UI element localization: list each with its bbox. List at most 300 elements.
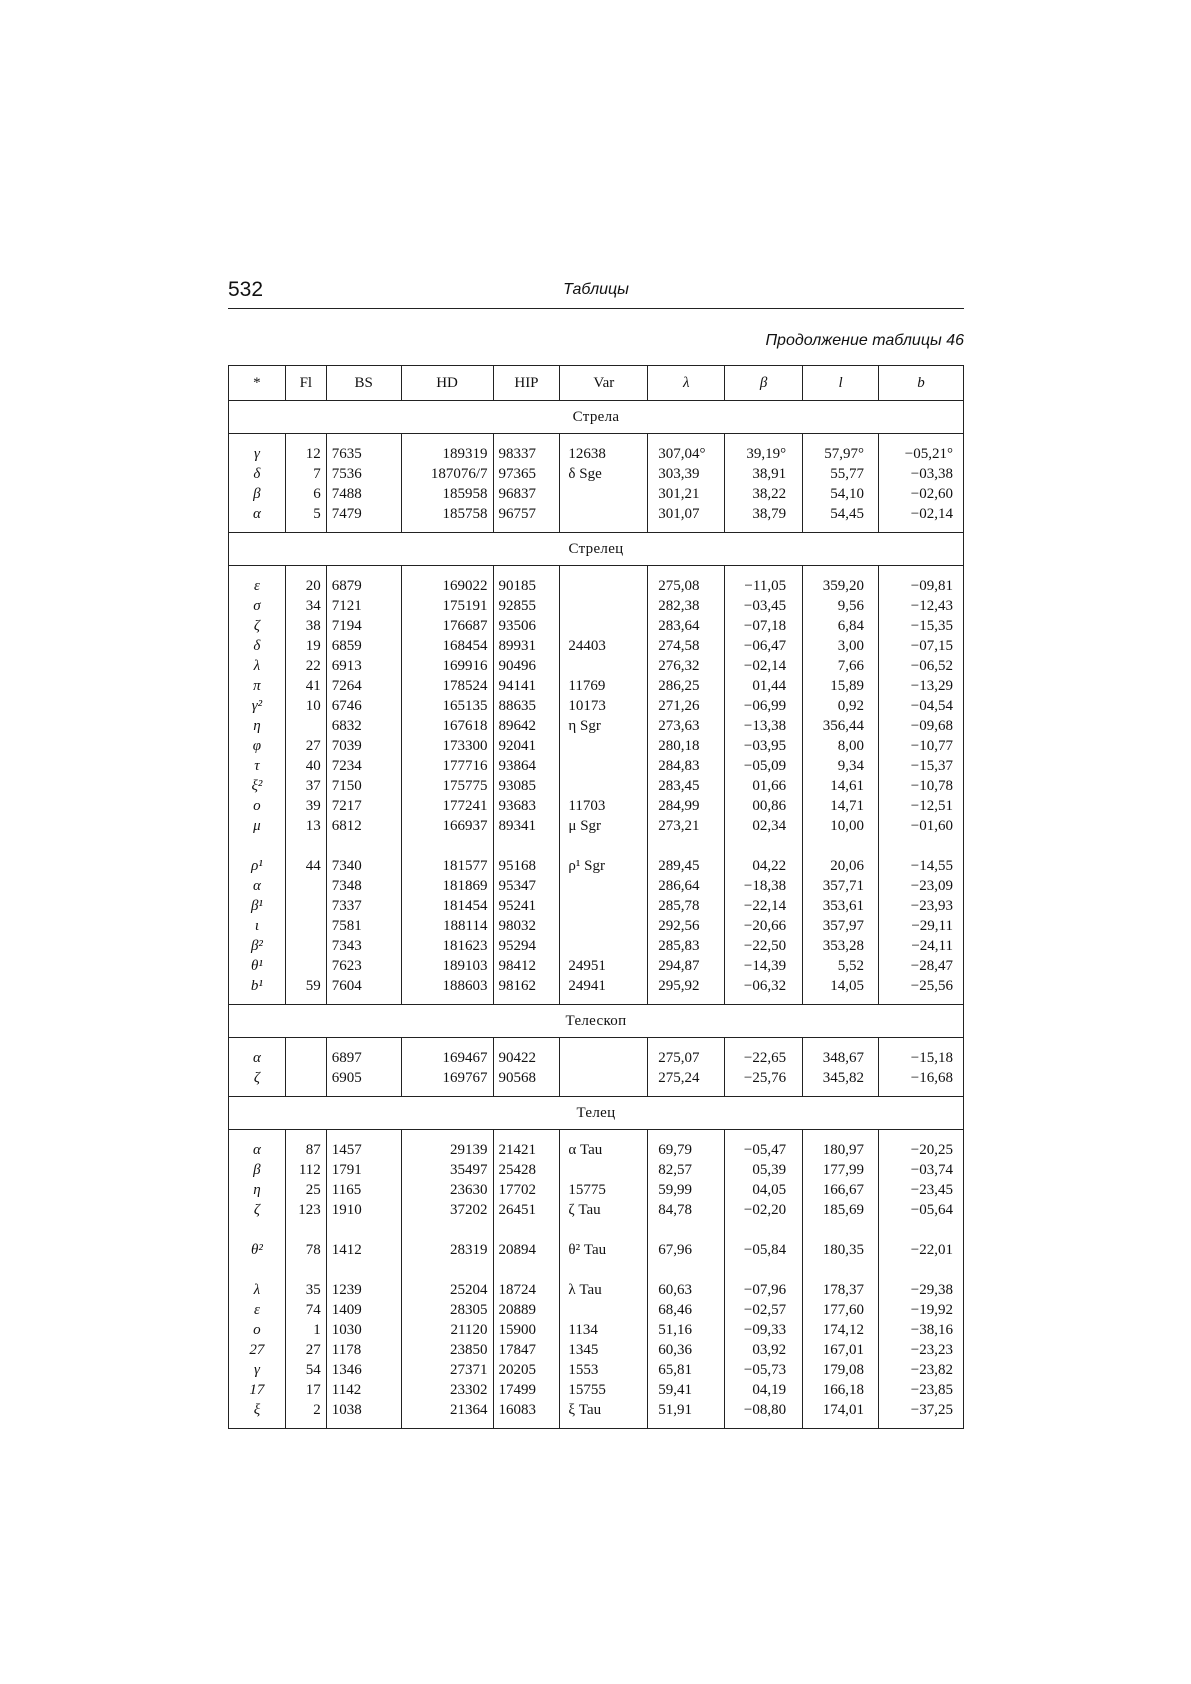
cell-star: β	[229, 484, 286, 504]
cell-l: 357,71	[803, 876, 879, 896]
table-row	[229, 916, 964, 936]
cell-l: 178,37	[803, 1260, 879, 1300]
table-row	[229, 1160, 964, 1180]
cell-star: λ	[229, 1260, 286, 1300]
cell-hd: 178524	[401, 676, 493, 696]
cell-fl: 1	[285, 1320, 326, 1340]
constellation-name: Стрелец	[229, 533, 964, 566]
constellation-row	[229, 1097, 964, 1130]
page-number: 532	[228, 278, 264, 301]
cell-b: −24,11	[879, 936, 964, 956]
cell-bs: 7264	[326, 676, 401, 696]
cell-bs: 7635	[326, 434, 401, 465]
cell-b: −07,15	[879, 636, 964, 656]
table-row	[229, 504, 964, 533]
cell-lam: 294,87	[648, 956, 725, 976]
col-header-bs: BS	[326, 366, 401, 401]
cell-star: γ	[229, 1360, 286, 1380]
table-header-row	[229, 366, 964, 401]
table-row	[229, 936, 964, 956]
cell-l: 359,20	[803, 566, 879, 597]
cell-hd: 168454	[401, 636, 493, 656]
cell-var: 15775	[560, 1180, 648, 1200]
cell-var: μ Sgr	[560, 816, 648, 836]
cell-fl: 40	[285, 756, 326, 776]
cell-bs: 1457	[326, 1130, 401, 1161]
cell-star: τ	[229, 756, 286, 776]
cell-bs: 7604	[326, 976, 401, 1005]
cell-l: 166,67	[803, 1180, 879, 1200]
cell-var: 1345	[560, 1340, 648, 1360]
cell-lam: 67,96	[648, 1220, 725, 1260]
col-header-fl: Fl	[285, 366, 326, 401]
cell-var	[560, 484, 648, 504]
cell-beta: −02,14	[725, 656, 803, 676]
table-row	[229, 716, 964, 736]
table-row	[229, 1320, 964, 1340]
cell-b: −25,56	[879, 976, 964, 1005]
cell-l: 179,08	[803, 1360, 879, 1380]
cell-star: μ	[229, 816, 286, 836]
cell-hd: 165135	[401, 696, 493, 716]
cell-beta: 01,44	[725, 676, 803, 696]
cell-hip: 21421	[493, 1130, 560, 1161]
cell-hip: 92855	[493, 596, 560, 616]
cell-bs: 1030	[326, 1320, 401, 1340]
table-body	[229, 401, 964, 1429]
table-row	[229, 1380, 964, 1400]
cell-hd: 185958	[401, 484, 493, 504]
cell-l: 166,18	[803, 1380, 879, 1400]
cell-fl: 87	[285, 1130, 326, 1161]
cell-b: −05,64	[879, 1200, 964, 1220]
cell-var	[560, 656, 648, 676]
cell-l: 15,89	[803, 676, 879, 696]
cell-var: 24951	[560, 956, 648, 976]
cell-hip: 93864	[493, 756, 560, 776]
cell-b: −38,16	[879, 1320, 964, 1340]
table-row	[229, 676, 964, 696]
cell-hd: 175775	[401, 776, 493, 796]
cell-hd: 181577	[401, 836, 493, 876]
cell-hip: 98337	[493, 434, 560, 465]
cell-star: ε	[229, 1300, 286, 1320]
cell-hd: 25204	[401, 1260, 493, 1300]
cell-beta: −13,38	[725, 716, 803, 736]
cell-b: −23,23	[879, 1340, 964, 1360]
cell-beta: 04,19	[725, 1380, 803, 1400]
cell-fl: 44	[285, 836, 326, 876]
cell-b: −37,25	[879, 1400, 964, 1429]
cell-b: −09,81	[879, 566, 964, 597]
cell-fl: 38	[285, 616, 326, 636]
table-row	[229, 1130, 964, 1161]
cell-b: −23,82	[879, 1360, 964, 1380]
table-row	[229, 696, 964, 716]
cell-hip: 89341	[493, 816, 560, 836]
cell-l: 177,99	[803, 1160, 879, 1180]
cell-lam: 275,24	[648, 1068, 725, 1097]
cell-hd: 169767	[401, 1068, 493, 1097]
cell-lam: 284,83	[648, 756, 725, 776]
cell-hip: 90568	[493, 1068, 560, 1097]
cell-b: −15,18	[879, 1038, 964, 1069]
cell-bs: 7121	[326, 596, 401, 616]
cell-var	[560, 876, 648, 896]
cell-var: 11703	[560, 796, 648, 816]
cell-star: β	[229, 1160, 286, 1180]
cell-var: 24403	[560, 636, 648, 656]
cell-var: θ² Tau	[560, 1220, 648, 1260]
cell-fl	[285, 876, 326, 896]
cell-beta: 38,22	[725, 484, 803, 504]
cell-lam: 284,99	[648, 796, 725, 816]
cell-star: σ	[229, 596, 286, 616]
cell-star: θ¹	[229, 956, 286, 976]
cell-star: λ	[229, 656, 286, 676]
table-row	[229, 836, 964, 876]
cell-b: −23,85	[879, 1380, 964, 1400]
cell-l: 353,61	[803, 896, 879, 916]
cell-fl: 54	[285, 1360, 326, 1380]
table-row	[229, 1200, 964, 1220]
cell-fl	[285, 956, 326, 976]
cell-star: δ	[229, 636, 286, 656]
cell-bs: 1178	[326, 1340, 401, 1360]
cell-lam: 271,26	[648, 696, 725, 716]
table-row	[229, 876, 964, 896]
table-row	[229, 1260, 964, 1300]
constellation-row	[229, 1005, 964, 1038]
cell-hd: 175191	[401, 596, 493, 616]
cell-fl: 37	[285, 776, 326, 796]
cell-l: 5,52	[803, 956, 879, 976]
cell-var: ζ Tau	[560, 1200, 648, 1220]
cell-lam: 301,07	[648, 504, 725, 533]
cell-lam: 285,83	[648, 936, 725, 956]
table-row	[229, 566, 964, 597]
page-header	[228, 278, 964, 309]
cell-var: 11769	[560, 676, 648, 696]
cell-hip: 98032	[493, 916, 560, 936]
cell-star: α	[229, 1038, 286, 1069]
cell-fl: 12	[285, 434, 326, 465]
cell-b: −29,11	[879, 916, 964, 936]
table-row	[229, 1340, 964, 1360]
cell-star: η	[229, 716, 286, 736]
cell-star: ρ¹	[229, 836, 286, 876]
cell-l: 6,84	[803, 616, 879, 636]
cell-bs: 1791	[326, 1160, 401, 1180]
cell-b: −22,01	[879, 1220, 964, 1260]
cell-b: −15,37	[879, 756, 964, 776]
cell-bs: 1239	[326, 1260, 401, 1300]
cell-lam: 295,92	[648, 976, 725, 1005]
cell-beta: −02,57	[725, 1300, 803, 1320]
cell-lam: 60,36	[648, 1340, 725, 1360]
cell-star: ε	[229, 566, 286, 597]
cell-star: γ²	[229, 696, 286, 716]
cell-l: 55,77	[803, 464, 879, 484]
cell-l: 180,97	[803, 1130, 879, 1161]
cell-beta: −02,20	[725, 1200, 803, 1220]
table-row	[229, 796, 964, 816]
cell-hd: 176687	[401, 616, 493, 636]
cell-b: −12,43	[879, 596, 964, 616]
cell-lam: 283,64	[648, 616, 725, 636]
cell-fl: 20	[285, 566, 326, 597]
cell-lam: 286,25	[648, 676, 725, 696]
cell-hd: 188114	[401, 916, 493, 936]
table-row	[229, 1360, 964, 1380]
cell-l: 356,44	[803, 716, 879, 736]
cell-fl	[285, 1068, 326, 1097]
cell-l: 14,71	[803, 796, 879, 816]
cell-hd: 169022	[401, 566, 493, 597]
cell-beta: 01,66	[725, 776, 803, 796]
cell-var: 1553	[560, 1360, 648, 1380]
cell-b: −02,14	[879, 504, 964, 533]
cell-l: 3,00	[803, 636, 879, 656]
cell-star: β¹	[229, 896, 286, 916]
cell-b: −20,25	[879, 1130, 964, 1161]
cell-var: η Sgr	[560, 716, 648, 736]
cell-star: θ²	[229, 1220, 286, 1260]
cell-lam: 280,18	[648, 736, 725, 756]
cell-b: −29,38	[879, 1260, 964, 1300]
cell-beta: −05,09	[725, 756, 803, 776]
cell-beta: 38,91	[725, 464, 803, 484]
table-row	[229, 776, 964, 796]
cell-hd: 177241	[401, 796, 493, 816]
cell-var: α Tau	[560, 1130, 648, 1161]
cell-bs: 1910	[326, 1200, 401, 1220]
cell-beta: −06,47	[725, 636, 803, 656]
cell-lam: 286,64	[648, 876, 725, 896]
cell-hip: 20894	[493, 1220, 560, 1260]
cell-beta: 00,86	[725, 796, 803, 816]
cell-lam: 292,56	[648, 916, 725, 936]
cell-beta: 38,79	[725, 504, 803, 533]
cell-beta: −05,84	[725, 1220, 803, 1260]
cell-beta: −22,65	[725, 1038, 803, 1069]
cell-star: π	[229, 676, 286, 696]
cell-l: 174,01	[803, 1400, 879, 1429]
cell-fl: 17	[285, 1380, 326, 1400]
cell-bs: 7340	[326, 836, 401, 876]
cell-hip: 26451	[493, 1200, 560, 1220]
cell-lam: 282,38	[648, 596, 725, 616]
cell-var: λ Tau	[560, 1260, 648, 1300]
cell-hd: 169467	[401, 1038, 493, 1069]
cell-lam: 307,04°	[648, 434, 725, 465]
cell-star: γ	[229, 434, 286, 465]
cell-beta: −22,50	[725, 936, 803, 956]
cell-b: −19,92	[879, 1300, 964, 1320]
cell-star: φ	[229, 736, 286, 756]
cell-lam: 289,45	[648, 836, 725, 876]
cell-hip: 97365	[493, 464, 560, 484]
cell-hd: 187076/7	[401, 464, 493, 484]
cell-hip: 88635	[493, 696, 560, 716]
cell-star: ζ	[229, 1068, 286, 1097]
cell-hd: 35497	[401, 1160, 493, 1180]
cell-hip: 90185	[493, 566, 560, 597]
cell-bs: 1038	[326, 1400, 401, 1429]
cell-beta: 02,34	[725, 816, 803, 836]
cell-beta: −05,47	[725, 1130, 803, 1161]
cell-b: −23,93	[879, 896, 964, 916]
cell-fl	[285, 896, 326, 916]
cell-bs: 6812	[326, 816, 401, 836]
cell-beta: −06,99	[725, 696, 803, 716]
cell-l: 180,35	[803, 1220, 879, 1260]
cell-var	[560, 1038, 648, 1069]
table-row	[229, 1400, 964, 1429]
cell-hd: 181454	[401, 896, 493, 916]
cell-fl: 112	[285, 1160, 326, 1180]
cell-var: 10173	[560, 696, 648, 716]
cell-l: 9,56	[803, 596, 879, 616]
cell-var	[560, 504, 648, 533]
cell-beta: −20,66	[725, 916, 803, 936]
cell-l: 0,92	[803, 696, 879, 716]
cell-hip: 17847	[493, 1340, 560, 1360]
cell-bs: 7536	[326, 464, 401, 484]
cell-star: 17	[229, 1380, 286, 1400]
cell-var	[560, 1300, 648, 1320]
cell-fl: 19	[285, 636, 326, 656]
cell-hip: 90496	[493, 656, 560, 676]
table-row	[229, 1300, 964, 1320]
cell-var	[560, 566, 648, 597]
cell-b: −03,38	[879, 464, 964, 484]
cell-l: 174,12	[803, 1320, 879, 1340]
cell-hd: 23302	[401, 1380, 493, 1400]
cell-fl: 5	[285, 504, 326, 533]
cell-hip: 93683	[493, 796, 560, 816]
cell-lam: 82,57	[648, 1160, 725, 1180]
col-header-beta: β	[725, 366, 803, 401]
constellation-row	[229, 401, 964, 434]
cell-star: α	[229, 876, 286, 896]
cell-lam: 59,99	[648, 1180, 725, 1200]
cell-bs: 7039	[326, 736, 401, 756]
constellation-row	[229, 533, 964, 566]
cell-hd: 185758	[401, 504, 493, 533]
cell-beta: −25,76	[725, 1068, 803, 1097]
cell-star: ο	[229, 1320, 286, 1340]
cell-star: α	[229, 504, 286, 533]
cell-hip: 93506	[493, 616, 560, 636]
cell-b: −06,52	[879, 656, 964, 676]
cell-hip: 20889	[493, 1300, 560, 1320]
cell-fl: 27	[285, 1340, 326, 1360]
cell-lam: 84,78	[648, 1200, 725, 1220]
cell-fl	[285, 916, 326, 936]
cell-beta: −11,05	[725, 566, 803, 597]
cell-bs: 6905	[326, 1068, 401, 1097]
cell-beta: −09,33	[725, 1320, 803, 1340]
cell-hd: 23850	[401, 1340, 493, 1360]
cell-hip: 94141	[493, 676, 560, 696]
cell-hip: 95294	[493, 936, 560, 956]
cell-lam: 273,63	[648, 716, 725, 736]
cell-b: −10,78	[879, 776, 964, 796]
cell-hd: 166937	[401, 816, 493, 836]
cell-lam: 69,79	[648, 1130, 725, 1161]
cell-star: ζ	[229, 616, 286, 636]
cell-hip: 17499	[493, 1380, 560, 1400]
cell-hip: 89931	[493, 636, 560, 656]
cell-star: δ	[229, 464, 286, 484]
cell-hd: 28319	[401, 1220, 493, 1260]
cell-bs: 1346	[326, 1360, 401, 1380]
cell-beta: −03,95	[725, 736, 803, 756]
cell-l: 185,69	[803, 1200, 879, 1220]
cell-hd: 23630	[401, 1180, 493, 1200]
cell-l: 357,97	[803, 916, 879, 936]
cell-lam: 51,91	[648, 1400, 725, 1429]
cell-lam: 276,32	[648, 656, 725, 676]
cell-star: ι	[229, 916, 286, 936]
cell-hip: 96757	[493, 504, 560, 533]
cell-b: −09,68	[879, 716, 964, 736]
cell-hd: 173300	[401, 736, 493, 756]
cell-lam: 68,46	[648, 1300, 725, 1320]
cell-b: −05,21°	[879, 434, 964, 465]
cell-lam: 59,41	[648, 1380, 725, 1400]
cell-l: 348,67	[803, 1038, 879, 1069]
cell-lam: 274,58	[648, 636, 725, 656]
cell-hip: 20205	[493, 1360, 560, 1380]
cell-bs: 7488	[326, 484, 401, 504]
cell-beta: −06,32	[725, 976, 803, 1005]
cell-hd: 188603	[401, 976, 493, 1005]
table-row	[229, 1220, 964, 1260]
cell-b: −12,51	[879, 796, 964, 816]
cell-fl: 22	[285, 656, 326, 676]
cell-hd: 189103	[401, 956, 493, 976]
cell-star: ο	[229, 796, 286, 816]
cell-fl: 6	[285, 484, 326, 504]
cell-l: 57,97°	[803, 434, 879, 465]
cell-var: ξ Tau	[560, 1400, 648, 1429]
cell-beta: −05,73	[725, 1360, 803, 1380]
cell-bs: 6913	[326, 656, 401, 676]
cell-b: −02,60	[879, 484, 964, 504]
cell-fl: 25	[285, 1180, 326, 1200]
cell-fl: 39	[285, 796, 326, 816]
cell-hip: 98162	[493, 976, 560, 1005]
col-header-b: b	[879, 366, 964, 401]
cell-lam: 273,21	[648, 816, 725, 836]
table-row	[229, 956, 964, 976]
cell-lam: 283,45	[648, 776, 725, 796]
cell-hip: 95168	[493, 836, 560, 876]
cell-l: 14,61	[803, 776, 879, 796]
table-row	[229, 816, 964, 836]
cell-hip: 90422	[493, 1038, 560, 1069]
cell-bs: 1165	[326, 1180, 401, 1200]
cell-bs: 7150	[326, 776, 401, 796]
cell-hd: 177716	[401, 756, 493, 776]
cell-star: ξ²	[229, 776, 286, 796]
cell-fl: 13	[285, 816, 326, 836]
cell-var	[560, 736, 648, 756]
cell-lam: 285,78	[648, 896, 725, 916]
cell-hd: 189319	[401, 434, 493, 465]
